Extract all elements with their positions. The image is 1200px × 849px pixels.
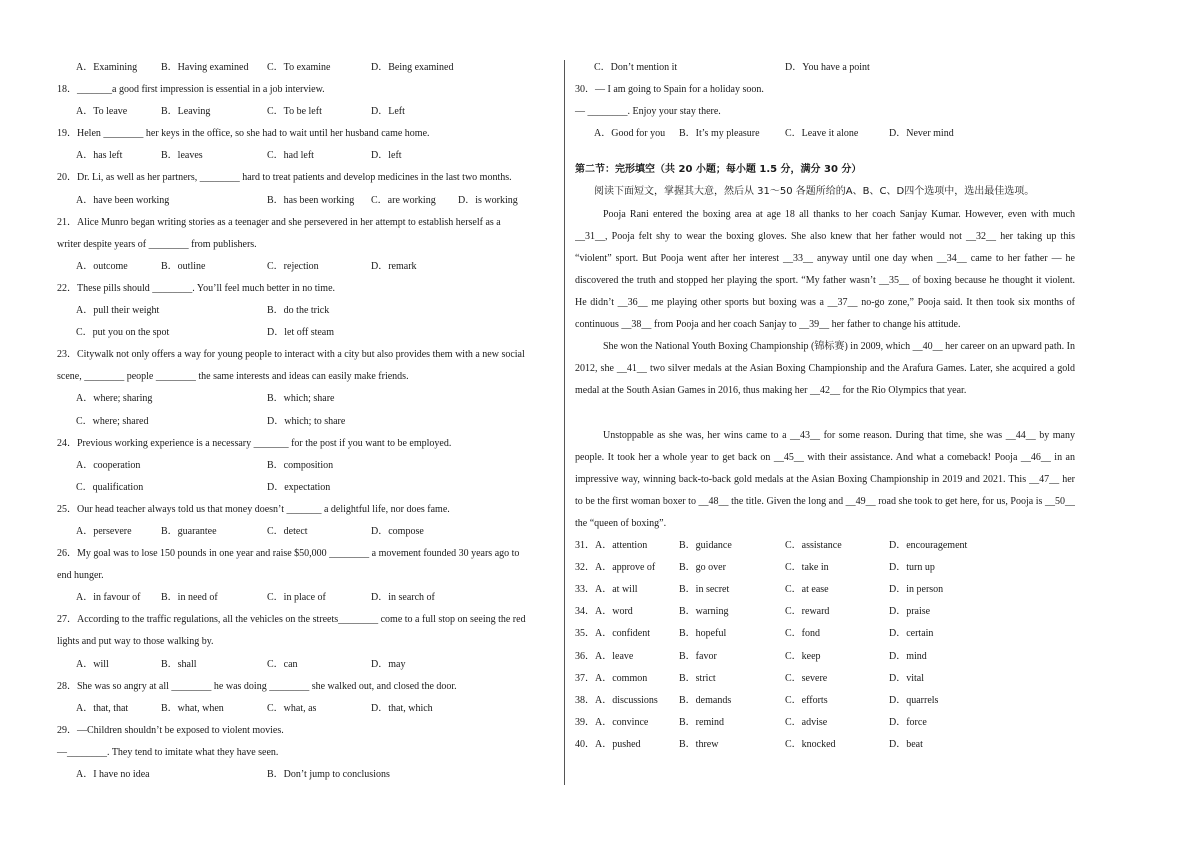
question-stem-cont: end hunger. bbox=[57, 570, 104, 582]
instructions: 阅读下面短文，掌握其大意，然后从 31～50 各题所给的A、B、C、D四个选项中，选出最佳选项。 bbox=[594, 186, 1035, 198]
q28-options bbox=[57, 698, 557, 720]
option: A．pull their weight bbox=[76, 305, 160, 317]
choice-option: D．force bbox=[889, 716, 927, 728]
option: A．that, that bbox=[76, 702, 129, 714]
cloze-choices bbox=[575, 535, 1075, 756]
question-stem: 22．These pills should ________. You’ll feel much better in no time. bbox=[57, 282, 336, 294]
option: A．will bbox=[76, 658, 109, 670]
option: D．is working bbox=[458, 194, 518, 206]
q29-options bbox=[57, 764, 557, 786]
option: A．have been working bbox=[76, 194, 170, 206]
choice-row bbox=[575, 579, 1075, 601]
choice-option: 33．A．at will bbox=[575, 584, 638, 596]
choice-option: B．favor bbox=[679, 650, 717, 662]
option: C．are working bbox=[371, 194, 436, 206]
option: B．in need of bbox=[161, 592, 218, 604]
option: C．To examine bbox=[267, 62, 331, 73]
question-stem: 28．She was so angry at all ________ he was doing ________ she walked out, and closed the door. bbox=[57, 680, 457, 692]
option: B．has been working bbox=[267, 194, 355, 206]
option: B．Leaving bbox=[161, 106, 211, 118]
option: A．Examining bbox=[76, 62, 138, 73]
q22-options bbox=[57, 300, 557, 322]
question-stem-cont: —________. They tend to imitate what they have seen. bbox=[57, 746, 279, 758]
option: D．in search of bbox=[371, 592, 435, 604]
choice-option: 38．A．discussions bbox=[575, 694, 658, 706]
option: D．remark bbox=[371, 260, 417, 272]
q18-options bbox=[57, 101, 557, 123]
right-column bbox=[575, 57, 1075, 756]
choice-row bbox=[575, 623, 1075, 645]
option: D．Left bbox=[371, 106, 405, 118]
choice-option: 32．A．approve of bbox=[575, 562, 656, 574]
choice-option: D．vital bbox=[889, 672, 924, 684]
option: D．left bbox=[371, 150, 402, 162]
q30-options bbox=[575, 123, 1075, 145]
question-stem: 19．Helen ________ her keys in the office, so she had to wait until her husband came home. bbox=[57, 128, 430, 140]
q26-options bbox=[57, 587, 557, 609]
option: A．cooperation bbox=[76, 459, 141, 471]
option: C．in place of bbox=[267, 592, 326, 604]
choice-option: D．encouragement bbox=[889, 540, 968, 552]
choice-option: C．fond bbox=[785, 628, 820, 640]
choice-option: C．reward bbox=[785, 606, 830, 618]
option: B．It’s my pleasure bbox=[679, 128, 760, 140]
option: B．Don’t jump to conclusions bbox=[267, 769, 390, 780]
choice-option: C．advise bbox=[785, 716, 828, 728]
option: C．detect bbox=[267, 525, 308, 537]
option: D．compose bbox=[371, 525, 424, 537]
choice-option: 36．A．leave bbox=[575, 650, 634, 662]
option: C．can bbox=[267, 658, 298, 670]
q29-options-cont bbox=[575, 57, 1075, 79]
choice-row bbox=[575, 690, 1075, 712]
q20-options bbox=[57, 190, 557, 212]
choice-row bbox=[575, 646, 1075, 668]
choice-option: C．knocked bbox=[785, 738, 836, 750]
option: B．outline bbox=[161, 260, 206, 272]
option: A．I have no idea bbox=[76, 769, 150, 780]
choice-option: C．efforts bbox=[785, 694, 828, 706]
q19-options bbox=[57, 145, 557, 167]
question-stem-cont: scene, ________ people ________ the same interests and ideas can easily make friends. bbox=[57, 371, 409, 383]
option: C．qualification bbox=[76, 481, 144, 493]
choice-option: C．severe bbox=[785, 672, 828, 684]
column-divider bbox=[564, 60, 565, 785]
choice-option: B．hopeful bbox=[679, 628, 727, 640]
choice-row bbox=[575, 668, 1075, 690]
choice-row bbox=[575, 557, 1075, 579]
q25-options bbox=[57, 521, 557, 543]
option: A．persevere bbox=[76, 525, 132, 537]
option: B．shall bbox=[161, 658, 197, 670]
q23-options-row2 bbox=[57, 411, 557, 433]
option: D．Never mind bbox=[889, 128, 954, 140]
question-stem: 24．Previous working experience is a necessary _______ for the post if you want to be employed. bbox=[57, 437, 452, 449]
option: A．where; sharing bbox=[76, 393, 153, 405]
choice-option: 34．A．word bbox=[575, 606, 633, 618]
option: B．guarantee bbox=[161, 525, 217, 537]
q24-options-row2 bbox=[57, 477, 557, 499]
choice-option: 40．A．pushed bbox=[575, 738, 641, 750]
choice-option: 31．A．attention bbox=[575, 540, 648, 552]
q24-options bbox=[57, 455, 557, 477]
option: D．which; to share bbox=[267, 415, 346, 427]
option: C．rejection bbox=[267, 260, 319, 272]
choice-option: C．keep bbox=[785, 650, 821, 662]
q17-options bbox=[57, 57, 557, 79]
option: A．in favour of bbox=[76, 592, 141, 604]
option: D．Being examined bbox=[371, 62, 454, 73]
question-stem: 20．Dr. Li, as well as her partners, ________ hard to treat patients and develop medicines in the last two months. bbox=[57, 172, 512, 184]
left-column bbox=[57, 57, 557, 786]
question-stem: 23．Citywalk not only offers a way for young people to interact with a city but also provides them with a new social bbox=[57, 349, 525, 361]
option: D．that, which bbox=[371, 702, 433, 714]
passage-paragraph: She won the National Youth Boxing Championship (锦标赛) in 2009, which __40__ her career on an upward path. In 2012, she __41__ two silver medals at the Asian Boxing Championship and the Arafura Games. Later, she acquired a gold medal at the South Asian Games in 2016, thus making her __42__ for the Rio Olympics that year. bbox=[575, 341, 1075, 397]
choice-option: D．certain bbox=[889, 628, 934, 640]
question-stem: 18．_______a good first impression is essential in a job interview. bbox=[57, 84, 325, 96]
question-stem: 27．According to the traffic regulations, all the vehicles on the streets________ come to a full stop on seeing the red bbox=[57, 614, 526, 626]
choice-option: B．threw bbox=[679, 738, 719, 750]
section-title: 第二节：完形填空（共 20 小题；每小题 1.5 分，满分 30 分） bbox=[575, 164, 862, 176]
question-stem: 30．— I am going to Spain for a holiday soon. bbox=[575, 84, 764, 96]
passage-paragraph: Unstoppable as she was, her wins came to a __43__ for some reason. During that time, she was __44__ by many people. It took her a whole year to get back on __45__ with their assistance. And what a comeback! Pooja __46__ in an impressive way, winning back-to-back gold medals at the Asian Boxing Championship in 2019 and 2021. This __47__ her to be the first woman boxer to __48__ the title. Given the long and __49__ road she took to get here, for us, Pooja is __50__ the “queen of boxing”. bbox=[575, 429, 1075, 529]
choice-option: C．assistance bbox=[785, 540, 842, 552]
option: A．has left bbox=[76, 150, 123, 162]
question-stem: 25．Our head teacher always told us that money doesn’t _______ a delightful life, nor does fame. bbox=[57, 503, 450, 515]
choice-option: D．quarrels bbox=[889, 694, 939, 706]
choice-option: 37．A．common bbox=[575, 672, 648, 684]
choice-option: D．praise bbox=[889, 606, 931, 618]
choice-option: B．go over bbox=[679, 562, 726, 574]
choice-option: 35．A．confident bbox=[575, 628, 650, 640]
choice-row bbox=[575, 734, 1075, 756]
choice-option: 39．A．convince bbox=[575, 716, 649, 728]
q27-options bbox=[57, 654, 557, 676]
choice-option: C．at ease bbox=[785, 584, 829, 596]
option: B．do the trick bbox=[267, 305, 330, 317]
choice-row bbox=[575, 601, 1075, 623]
option: C．To be left bbox=[267, 106, 322, 118]
option: D．expectation bbox=[267, 481, 331, 493]
question-stem: 29．—Children shouldn’t be exposed to violent movies. bbox=[57, 724, 284, 736]
choice-option: B．guidance bbox=[679, 540, 732, 552]
choice-row bbox=[575, 535, 1075, 557]
option: A．outcome bbox=[76, 260, 128, 272]
choice-option: B．strict bbox=[679, 672, 716, 684]
option: C．put you on the spot bbox=[76, 327, 170, 339]
option: B．composition bbox=[267, 459, 334, 471]
q21-options bbox=[57, 256, 557, 278]
option: B．what, when bbox=[161, 702, 224, 714]
option: D．may bbox=[371, 658, 406, 670]
option: B．Having examined bbox=[161, 62, 249, 73]
option: D．let off steam bbox=[267, 327, 335, 339]
question-stem: 21．Alice Munro began writing stories as a teenager and she persevered in her attempt to establish herself as a bbox=[57, 216, 501, 228]
question-stem-cont: writer despite years of ________ from publishers. bbox=[57, 238, 257, 250]
q22-options-row2 bbox=[57, 322, 557, 344]
option: C．Don’t mention it bbox=[594, 62, 678, 73]
option: B．which; share bbox=[267, 393, 335, 405]
option: C．had left bbox=[267, 150, 314, 162]
option: A．To leave bbox=[76, 106, 128, 118]
question-stem-cont: — ________. Enjoy your stay there. bbox=[575, 106, 721, 118]
q23-options bbox=[57, 388, 557, 410]
choice-option: B．in secret bbox=[679, 584, 730, 596]
choice-option: B．remind bbox=[679, 716, 724, 728]
choice-option: D．mind bbox=[889, 650, 927, 662]
option: C．where; shared bbox=[76, 415, 149, 427]
question-stem-cont: lights and put way to those walking by. bbox=[57, 636, 214, 648]
choice-option: D．beat bbox=[889, 738, 923, 750]
question-stem: 26．My goal was to lose 150 pounds in one year and raise $50,000 ________ a movement founded 30 years ago to bbox=[57, 548, 520, 560]
option: D．You have a point bbox=[785, 62, 870, 73]
choice-option: D．in person bbox=[889, 584, 944, 596]
passage-paragraph: Pooja Rani entered the boxing area at age 18 all thanks to her coach Sanjay Kumar. However, even with much __31__, Pooja felt shy to wear the boxing gloves. She also knew that her father would not __32__ her taking up this “violent” sport. But Pooja went after her interest __33__ anyway until one day when __34__ came to her father — he discovered the truth and stopped her playing the sport. “My father wasn’t __35__ of boxing because he thought it violent. He didn’t __36__ me playing other sports but boxing was a __37__ no-go zone,” Pooja said. It then took six months of continuous __38__ from Pooja and her coach Sanjay to __39__ her father to change his attitude. bbox=[575, 208, 1075, 331]
option: C．Leave it alone bbox=[785, 128, 859, 140]
choice-option: C．take in bbox=[785, 562, 829, 574]
choice-option: B．warning bbox=[679, 606, 729, 618]
option: B．leaves bbox=[161, 150, 203, 162]
option: A．Good for you bbox=[594, 128, 666, 140]
choice-option: D．turn up bbox=[889, 562, 935, 574]
choice-option: B．demands bbox=[679, 694, 732, 706]
option: C．what, as bbox=[267, 702, 317, 714]
choice-row bbox=[575, 712, 1075, 734]
